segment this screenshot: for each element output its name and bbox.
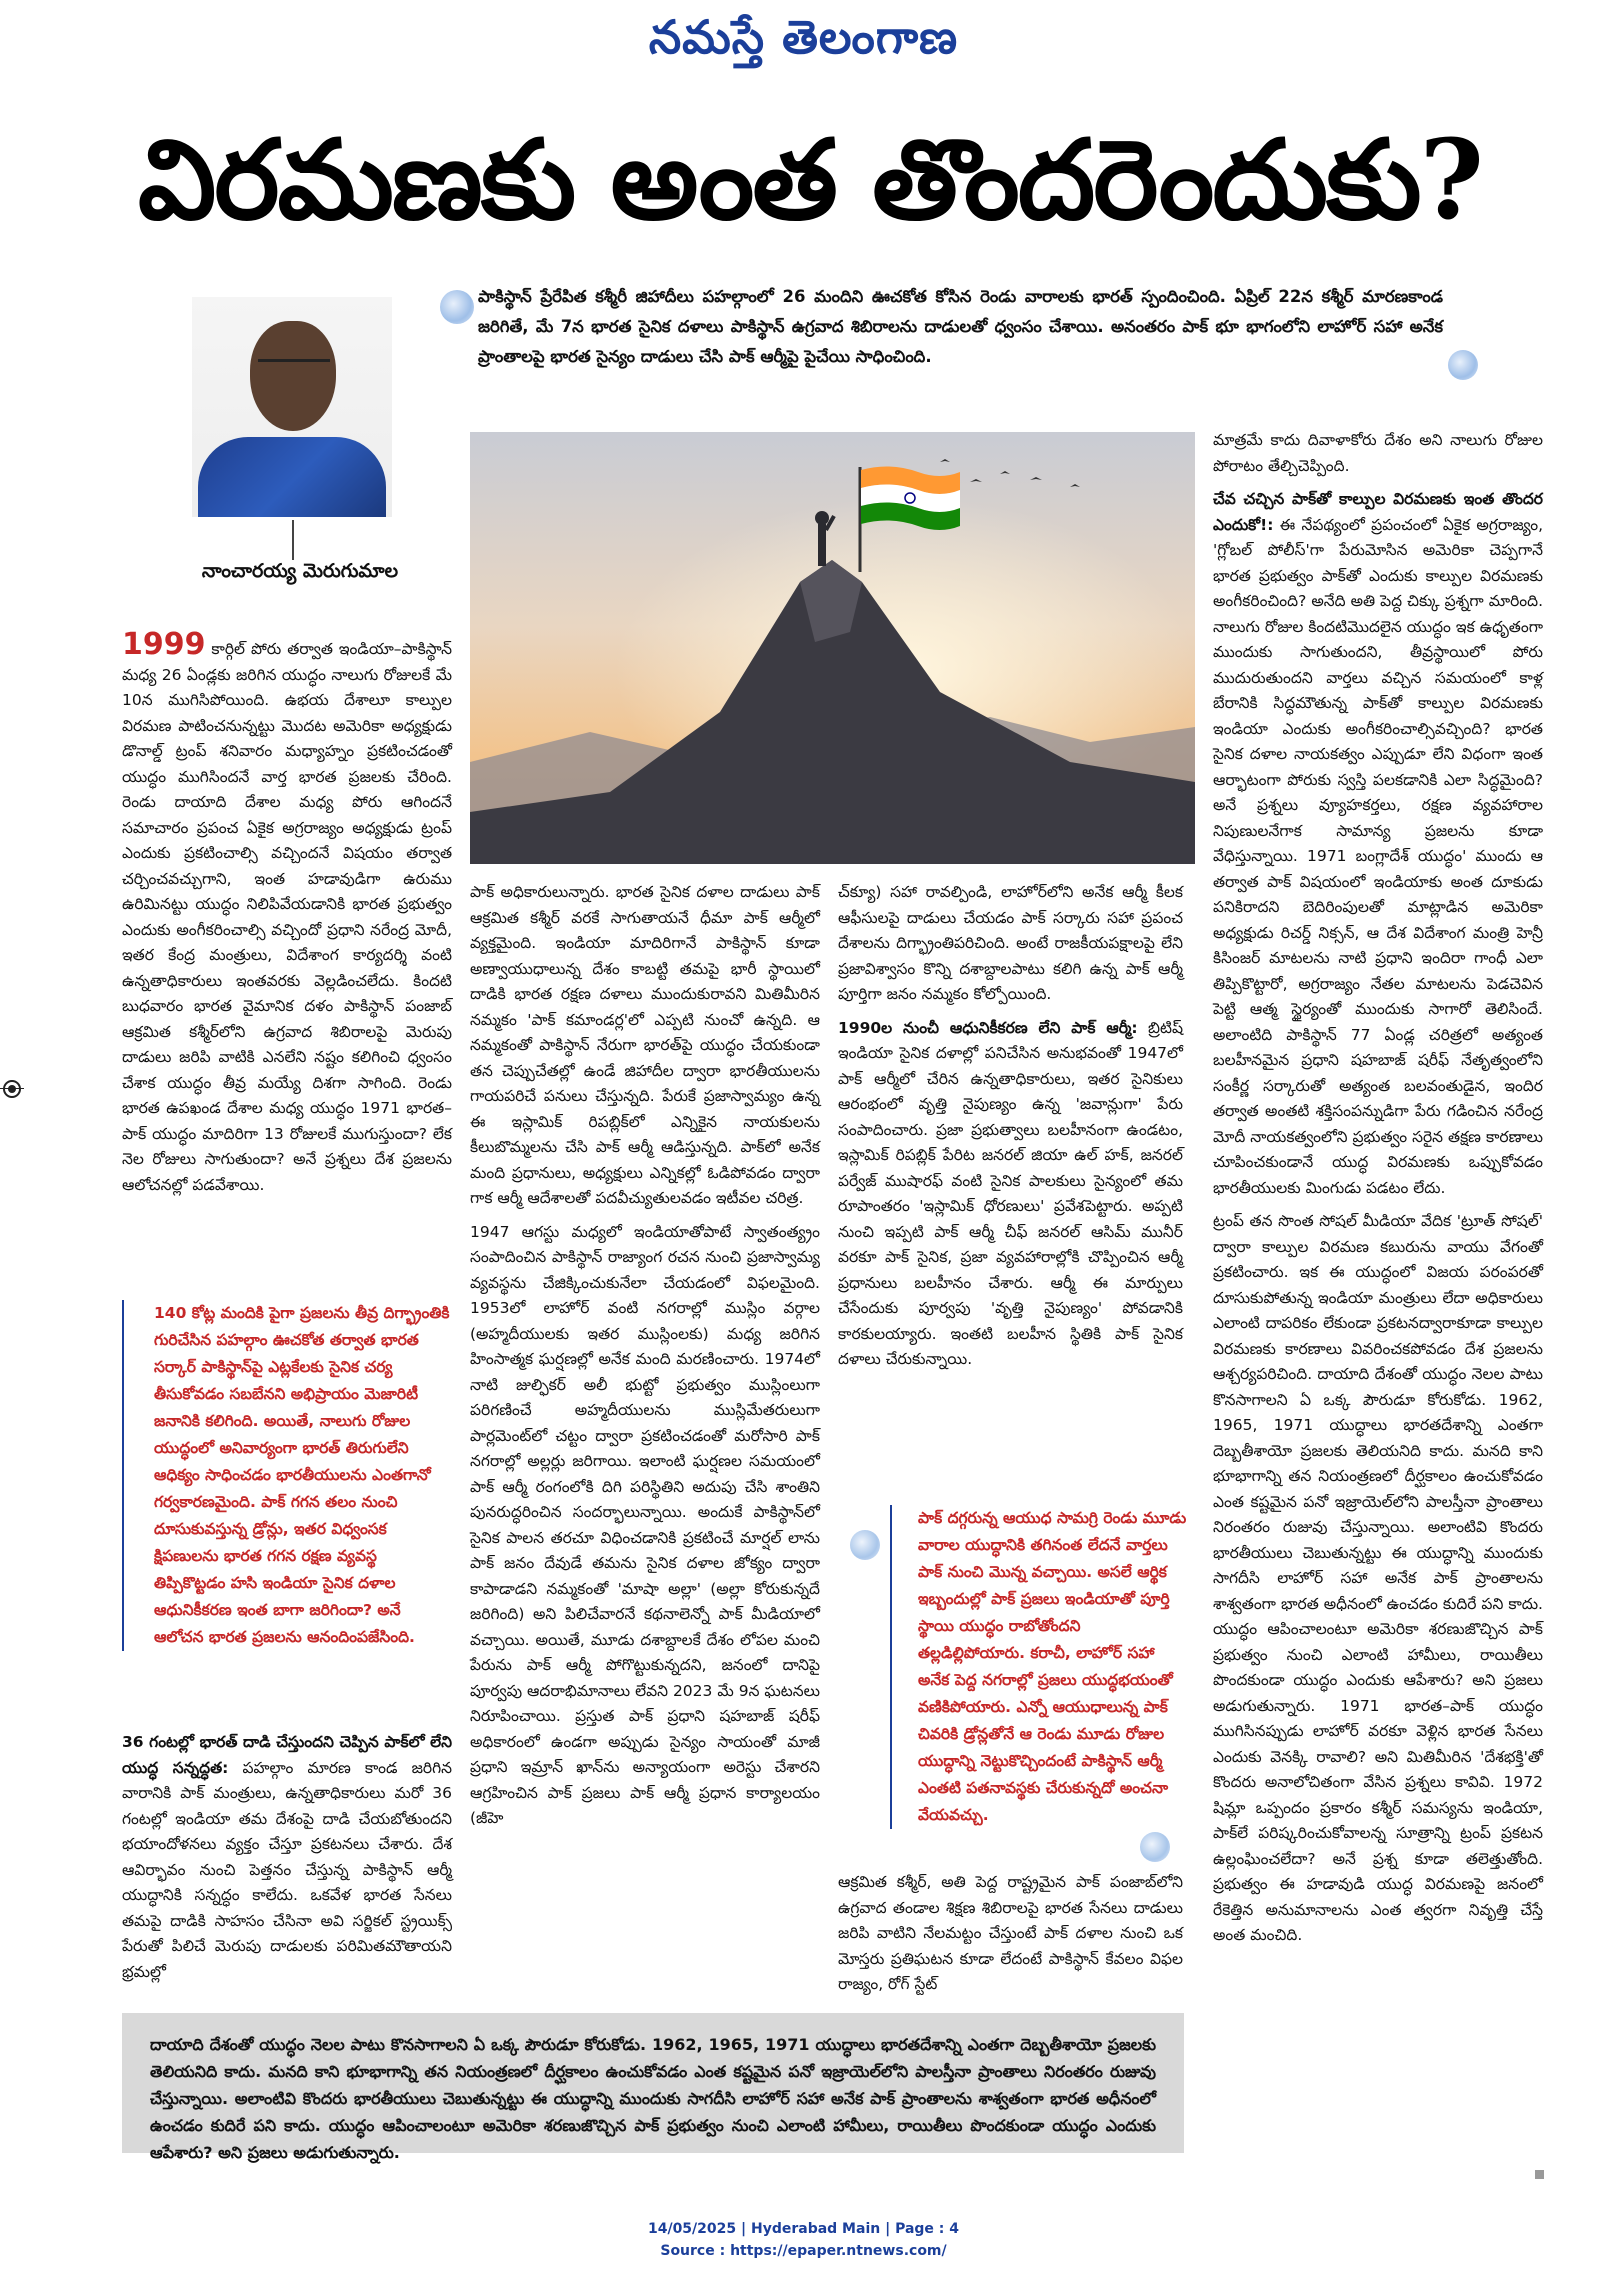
soldier-flag-illustration [470, 432, 1195, 864]
paragraph-text: కార్గిల్ పోరు తర్వాత ఇండియా–పాకిస్థాన్ మధ్య 26 ఏండ్లకు జరిగిన యుద్ధం నాలుగు రోజులకే మే 10న ముగిసిపోయింది. ఉభయ దేశాలూ కాల్పుల విరమణ పాటించనున్నట్టు మొదట అమెరికా అధ్యక్షుడు డొనాల్డ్ ట్రంప్ శనివారం మధ్యాహ్నం ప్రకటించడంతో యుద్ధం ముగిసిందనే వార్త భారత ప్రజలకు చేరింది. రెండు దాయాది దేశాల మధ్య పోరు ఆగిందనే సమాచారం ప్రపంచ ఏకైక అగ్రరాజ్యం అధ్యక్షుడు ట్రంప్ ఎందుకు ప్రకటించాల్సి వచ్చిందనే విషయం తర్వాత చర్చించవచ్చుగాని, ఇంత హడావుడిగా ఉరుము ఉరిమినట్టు యుద్ధం నిలిపివేయడానికి భారత ప్రభుత్వం ఎందుకు అంగీకరించాల్సి వచ్చిందో ప్రధాని నరేంద్ర మోదీ, ఇతర కేంద్ర మంత్రులు, విదేశాంగ కార్యదర్శి వంటి ఉన్నతాధికారులు ఇంతవరకు వెల్లడించలేదు. కిందటి బుధవారం భారత వైమానిక దళం పాకిస్థాన్ పంజాబ్ ఆక్రమిత కశ్మీర్‌లోని ఉగ్రవాద శిబిరాలపై మెరుపు దాడులు జరిపి వాటికి ఎనలేని నష్టం కలిగించి ధ్వంసం చేశాక యుద్ధం తీవ్ర మయ్యే దిశగా సాగింది. రెండు భారత ఉపఖండ దేశాల మధ్య యుద్ధం 1971 భారత–పాక్ యుద్ధం మాదిరిగా 13 రోజులకే ముగుస్తుందా? లేక నెల రోజులు సాగుతుందా? అనే ప్రశ్నలు దేశ ప్రజలను ఆలోచనల్లో పడవేశాయి. [122, 640, 452, 1194]
paragraph: ట్రంప్ తన సొంత సోషల్ మీడియా వేదిక 'ట్రూత్ సోషల్' ద్వారా కాల్పుల విరమణ కబురును వాయు వేగంతో ప్రకటించారు. ఇక ఈ యుద్ధంలో విజయ పరంపరతో దూసుకుపోతున్న ఇండియా మంత్రులు లేదా అధికారులు ఎలాంటి దాపరికం లేకుండా ప్రకటనద్వారాకూడా కాల్పుల విరమణకు కారణాలు వివరించకపోవడం దేశ ప్రజలను ఆశ్చర్యపరిచింది. దాయాది దేశంతో యుద్ధం నెలల పాటు కొనసాగాలని ఏ ఒక్క పౌరుడూ కోరుకోడు. 1962, 1965, 1971 యుద్ధాలు భారతదేశాన్ని ఎంతగా దెబ్బతీశాయో ప్రజలకు తెలియనిది కాదు. మనది కాని భూభాగాన్ని తన నియంత్రణలో దీర్ఘకాలం ఉంచుకోవడం ఎంత కష్టమైన పనో ఇజ్రాయెల్‌లోని పాలస్తీనా ప్రాంతాలు నిరంతరం రుజువు చేస్తున్నాయి. అలాంటివి కొందరు భారతీయులు చెబుతున్నట్టు ఈ యుద్ధాన్ని ముందుకు సాగదీసి లాహోర్ సహా అనేక పాక్ ప్రాంతాలను శాశ్వతంగా భారత అధీనంలో ఉంచడం కుదిరే పని కాదు. యుద్ధం ఆపించాలంటూ అమెరికా శరణుజొచ్చిన పాక్ ప్రభుత్వం నుంచి ఎలాంటి హామీలు, రాయితీలు పొందకుండా యుద్ధం ఎందుకు ఆపేశారు? అని ప్రజలు అడుగుతున్నారు. 1971 భారత–పాక్ యుద్ధం ముగిసినప్పుడు లాహోర్ వరకూ వెళ్లిన భారత సేనలు ఎందుకు వెనక్కి రావాలి? అని మితిమీరిన 'దేశభక్తి'తో కొందరు అనాలోచితంగా వేసిన ప్రశ్నలు కావివి. 1972 షిమ్లా ఒప్పందం ప్రకారం కశ్మీర్ సమస్యను ఇండియా, పాక్‌లే పరిష్కరించుకోవాలన్న సూత్రాన్ని ట్రంప్ ప్రకటన ఉల్లంఘించలేదా? అనే ప్రశ్న కూడా తలెత్తుతోంది. ప్రభుత్వం ఈ హడావుడి యుద్ధ విరమణపై జనంలో రేకెత్తిన అనుమానాలను ఎంత త్వరగా నివృత్తి చేస్తే అంత మంచిది. [1213, 1212, 1543, 1944]
paragraph: మాత్రమే కాదు దివాళాకోరు దేశం అని నాలుగు రోజుల పోరాటం తేల్చిచెప్పింది. [1213, 431, 1543, 475]
author-glasses [258, 359, 330, 376]
indian-flag [861, 466, 960, 530]
bubble-icon [440, 290, 474, 324]
column-3 [838, 880, 1183, 1381]
column-3-continued [838, 1870, 1183, 2006]
pull-quote-2: పాక్ దగ్గరున్న ఆయుధ సామగ్రి రెండు మూడు వారాల యుద్ధానికి తగినంత లేదనే వార్తలు పాక్ నుంచి మొన్న వచ్చాయి. అసలే ఆర్థిక ఇబ్బందుల్లో పాక్ ప్రజలు ఇండియాతో పూర్తి స్థాయి యుద్ధం రాబోతోందని తల్లడిల్లిపోయారు. కరాచీ, లాహోర్ సహా అనేక పెద్ద నగరాల్లో ప్రజలు యుద్ధభయంతో వణికిపోయారు. ఎన్నో ఆయుధాలున్న పాక్ చివరికి డ్రోన్లతోనే ఆ రెండు మూడు రోజుల యుద్ధాన్ని నెట్టుకొచ్చిందంటే పాకిస్థాన్ ఆర్మీ ఎంతటి పతనావస్థకు చేరుకున్నదో అంచనా వేయవచ్చు. [890, 1505, 1190, 1829]
masthead [0, 10, 1607, 76]
column-4 [1213, 428, 1543, 1957]
highlight-box: దాయాది దేశంతో యుద్ధం నెలల పాటు కొనసాగాలని ఏ ఒక్క పౌరుడూ కోరుకోడు. 1962, 1965, 1971 యుద్ధాలు భారతదేశాన్ని ఎంతగా దెబ్బతీశాయో ప్రజలకు తెలియనిది కాదు. మనది కాని భూభాగాన్ని తన నియంత్రణలో దీర్ఘకాలం ఉంచుకోవడం ఎంత కష్టమైన పనో ఇజ్రాయెల్‌లోని పాలస్తీనా ప్రాంతాలు నిరంతరం రుజువు చేస్తున్నాయి. అలాంటివి కొందరు భారతీయులు చెబుతున్నట్టు ఈ యుద్ధాన్ని ముందుకు సాగదీసి లాహోర్ సహా అనేక పాక్ ప్రాంతాలను శాశ్వతంగా భారత అధీనంలో ఉంచడం కుదిరే పని కాదు. యుద్ధం ఆపించాలంటూ అమెరికా శరణుజొచ్చిన పాక్ ప్రభుత్వం నుంచి ఎలాంటి హామీలు, రాయితీలు పొందకుండా యుద్ధం ఎందుకు ఆపేశారు? అని ప్రజలు అడుగుతున్నారు. [122, 2013, 1184, 2153]
end-mark-icon [1535, 2170, 1544, 2179]
subhead: 36 గంటల్లో భారత్ దాడి చేస్తుందని చెప్పిన పాక్‌లో లేని యుద్ధ సన్నద్ధత: [122, 1733, 452, 1777]
column-1 [122, 627, 452, 1206]
paragraph-text: బ్రిటిష్ ఇండియా సైనిక దళాల్లో పనిచేసిన అనుభవంతో 1947లో పాక్ ఆర్మీలో చేరిన ఉన్నతాధికారులు, ఇతర సైనికులు ఆరంభంలో వృత్తి నైపుణ్యం ఉన్న 'జవాన్లుగా' పేరు సంపాదించారు. ప్రజా ప్రభుత్వాలు బలహీనంగా ఉండటం, ఇస్లామిక్ రిపబ్లిక్ పేరిట జనరల్ జియా ఉల్ హక్, జనరల్ పర్వేజ్ ముషారఫ్ వంటి సైనిక పాలకులు సైన్యంలో తమ రూపాంతరం 'ఇస్లామిక్ ధోరణులు' ప్రవేశపెట్టారు. అప్పటి నుంచి ఇప్పటి పాక్ ఆర్మీ చీఫ్ జనరల్ ఆసిమ్ మునీర్ వరకూ పాక్ సైనిక, ప్రజా వ్యవహారాల్లోకి చొప్పించిన ఆర్మీ ప్రధానులు బలహీనం చేశారు. ఆర్మీ ఈ మార్పులు చేసేందుకు పూర్వపు 'వృత్తి నైపుణ్యం' పోవడానికి కారకులయ్యారు. ఇంతటి బలహీన స్థితికి పాక్ సైనిక దళాలు చేరుకున్నాయి. [838, 1018, 1183, 1368]
bubble-icon [850, 1530, 880, 1560]
author-portrait [192, 297, 392, 517]
byline: నాంచారయ్య మెరుగుమాల [201, 560, 399, 582]
paragraph [122, 1730, 452, 1985]
paragraph: 1947 ఆగస్టు మధ్యలో ఇండియాతోపాటే స్వాతంత్య్రం సంపాదించిన పాకిస్థాన్ రాజ్యాంగ రచన నుంచి ప్రజాస్వామ్య వ్యవస్థను చేజిక్కించుకునేలా చేయడంలో విఫలమైంది. 1953లో లాహోర్ వంటి నగరాల్లో ముస్లిం వర్గాల (అహ్మదీయులకు ఇతర ముస్లింలకు) మధ్య జరిగిన హింసాత్మక ఘర్షణల్లో అనేక మంది మరణించారు. 1974లో నాటి జుల్ఫికర్ అలీ భుట్టో ప్రభుత్వం ముస్లింలుగా పరిగణించే అహ్మదీయులను ముస్లిమేతరులుగా పార్లమెంట్‌లో చట్టం ద్వారా ప్రకటించడంతో మరోసారి పాక్ నగరాల్లో అల్లర్లు జరిగాయి. ఇలాంటి ఘర్షణల సమయంలో పాక్ ఆర్మీ రంగంలోకి దిగి పరిస్థితిని అదుపు చేసి శాంతిని పునరుద్ధరించిన సందర్భాలున్నాయి. అందుకే పాకిస్థాన్‌లో సైనిక పాలన తరచూ విధించడానికి ప్రకటించే మార్షల్ లాను పాక్ జనం దేవుడే తమను సైనిక దళాల జోక్యం ద్వారా కాపాడాడని నమ్మకంతో 'మాషా అల్లా' (అల్లా కోరుకున్నదే జరిగింది) అని పిలిచేవారనే కథనాలెన్నో పాక్ మీడియాలో వచ్చాయి. అయితే, మూడు దశాబ్దాలకే దేశం లోపల మంచి పేరును పాక్ ఆర్మీ పోగొట్టుకున్నదని, జనంలో దానిపై పూర్వపు ఆదరాభిమానాలు లేవని 2023 మే 9న ఘటనలు నిరూపించాయి. ప్రస్తుత పాక్ ప్రధాని షహబాజ్ షరీఫ్ అధికారంలో ఉండగా అప్పుడు సైన్యం సాయంతో మాజీ ప్రధాని ఇమ్రాన్ ఖాన్‌ను అన్యాయంగా అరెస్టు చేశారని ఆగ్రహించిన పాక్ ప్రజలు పాక్ ఆర్మీ ప్రధాన కార్యాలయం (జీహె [470, 1222, 820, 1827]
column-2 [470, 880, 820, 1840]
registration-mark-icon [3, 1080, 21, 1098]
soldier-head [815, 511, 829, 525]
headline: విరమణకు అంత తొందరెందుకు? [138, 115, 1482, 244]
subhead: చేవ చచ్చిన పాక్‌తో కాల్పుల విరమణకు ఇంత తొందర ఎందుకో!: [1213, 490, 1543, 534]
paragraph [122, 627, 452, 1198]
intro-standfirst: పాకిస్థాన్ ప్రేరేపిత కశ్మీరీ జిహాదీలు పహల్గాంలో 26 మందిని ఊచకోత కోసిన రెండు వారాలకు భారత్ స్పందించింది. ఏప్రిల్ 22న కశ్మీర్ మారణకాండ జరిగితే, మే 7న భారత సైనిక దళాలు పాకిస్థాన్ ఉగ్రవాద శిబిరాలను దాడులతో ధ్వంసం చేశాయి. అనంతరం పాక్ భూ భాగంలోని లాహోర్ సహా అనేక ప్రాంతాలపై భారత సైన్యం దాడులు చేసి పాక్ ఆర్మీపై పైచేయి సాధించింది. [478, 287, 1443, 366]
source-link[interactable]: Source : https://epaper.ntnews.com/ [660, 2243, 947, 2259]
dropcap-year: 1999 [122, 627, 206, 662]
soldier-flag-photo [470, 432, 1195, 864]
author-shirt [198, 437, 386, 517]
edition-info: 14/05/2025 | Hyderabad Main | Page : 4 [647, 2221, 960, 2237]
author-head [250, 321, 336, 431]
bubble-icon [1140, 1832, 1170, 1862]
paragraph: ఆక్రమిత కశ్మీర్, అతి పెద్ద రాష్ట్రమైన పాక్ పంజాబ్‌లోని ఉగ్రవాద తండాల శిక్షణ శిబిరాలపై భారత సేనలు దాడులు జరిపి వాటిని నేలమట్టం చేస్తుంటే పాక్ దళాల నుంచి ఒక మోస్తరు ప్రతిఘటన కూడా లేదంటే పాకిస్థాన్ కేవలం విఫల రాజ్యం, రోగ్ స్టేట్ [838, 1873, 1183, 1993]
subhead: 1990ల నుంచీ ఆధునికీకరణ లేని పాక్ ఆర్మీ: [838, 1018, 1138, 1037]
masthead-logo: నమస్తే తెలంగాణ [648, 10, 959, 64]
pull-quote-1: 140 కోట్ల మందికి పైగా ప్రజలను తీవ్ర దిగ్భ్రాంతికి గురిచేసిన పహల్గాం ఊచకోత తర్వాత భారత సర్కార్ పాకిస్థాన్‌పై ఎట్లకేలకు సైనిక చర్య తీసుకోవడం సబబేనని అభిప్రాయం మెజారిటీ జనానికి కలిగింది. అయితే, నాలుగు రోజుల యుద్ధంలో అనివార్యంగా భారత్ తిరుగులేని ఆధిక్యం సాధించడం భారతీయులను ఎంతగానో గర్వకారణమైంది. పాక్ గగన తలం నుంచి దూసుకువస్తున్న డ్రోన్లు, ఇతర విధ్వంసక క్షిపణులను భారత గగన రక్షణ వ్యవస్థ తిప్పికొట్టడం హసి ఇండియా సైనిక దళాల ఆధునికీకరణ ఇంత బాగా జరిగిందా? అనే ఆలోచన భారత ప్రజలను ఆనందింపజేసింది. [122, 1300, 452, 1651]
paragraph-text: ఈ నేపథ్యంలో ప్రపంచంలో ఏకైక అగ్రరాజ్యం, 'గ్లోబల్ పోలీస్'గా పేరుమోసిన అమెరికా చెప్పగానే భారత ప్రభుత్వం పాక్‌తో ఎందుకు కాల్పుల విరమణకు అంగీకరించింది? అనేది అతి పెద్ద చిక్కు ప్రశ్నగా మారింది. నాలుగు రోజుల కిందటిమొదలైన యుద్ధం ఇక ఉధృతంగా ముందుకు సాగుతుందని, తీవ్రస్థాయిలో పోరు ముదురుతుందని వార్తలు వచ్చిన సమయంలో కాళ్ల బేరానికి సిద్ధమౌతున్న పాక్‌తో కాల్పుల విరమణకు ఇండియా ఎందుకు అంగీకరించాల్సివచ్చింది? భారత సైనిక దళాల నాయకత్వం ఎప్పుడూ లేని విధంగా ఇంత ఆర్భాటంగా పోరుకు స్వస్తి పలకడానికి ఎలా సిద్ధమైంది? అనే ప్రశ్నలు వ్యూహకర్తలు, రక్షణ వ్యవహారాల నిపుణులనేగాక సామాన్య ప్రజలను కూడా వేధిస్తున్నాయి. 1971 బంగ్లాదేశ్ యుద్ధం' ముందు ఆ తర్వాత పాక్ విషయంలో ఇండియాకు అంత దూకుడు పనికిరాదని బెదిరింపులతో మాట్లాడిన అమెరికా అధ్యక్షుడు రిచర్డ్ నిక్సన్, ఆ దేశ విదేశాంగ మంత్రి హెన్రీ కిసింజర్ మాటలను నాటి ప్రధాని ఇందిరా గాంధీ ఎలా తిప్పికొట్టారో, అగ్రరాజ్యం నేతల మాటలను పెడచెవిన పెట్టి ఆత్మ స్థైర్యంతో ముందుకు సాగారో తెలిసిందే. అలాంటిది పాకిస్థాన్ 77 ఏండ్ల చరిత్రలో అత్యంత బలహీనమైన ప్రధాని షహబాజ్ షరీఫ్ నేతృత్వంలోని సంకీర్ణ సర్కారుతో అత్యంత బలవంతుడైన, ఇందిర తర్వాత అంతటి శక్తిసంపన్నుడిగా పేరు గడించిన నరేంద్ర మోదీ నాయకత్వంలోని ప్రభుత్వం సరైన తక్షణ కారణాలు చూపించకుండానే యుద్ధ విరమణకు ఒప్పుకోవడం భారతీయులకు మింగుడు పడటం లేదు. [1213, 515, 1543, 1197]
soldier-figure [818, 524, 826, 566]
bubble-icon [1448, 350, 1478, 380]
byline-rule [292, 520, 294, 560]
column-1-continued [122, 1730, 452, 1993]
paragraph-text: పహల్గాం మారణ కాండ జరిగిన వారానికి పాక్ మంత్రులు, ఉన్నతాధికారులు మరో 36 గంటల్లో ఇండియా తమ దేశంపై దాడి చేయబోతుందని భయాందోళనలు వ్యక్తం చేస్తూ ప్రకటనలు చేశారు. దేశ ఆవిర్భావం నుంచి పెత్తనం చేస్తున్న పాకిస్థాన్ ఆర్మీ యుద్ధానికి సన్నద్ధం కాలేదు. ఒకవేళ భారత సేనలు తమపై దాడికి సాహసం చేసినా అవి సర్జికల్ స్ట్రయిక్స్ పేరుతో పిలిచే మెరుపు దాడులకు పరిమితమౌతాయని భ్రమల్లో [122, 1758, 453, 1981]
paragraph [1213, 487, 1543, 1201]
paragraph [838, 1016, 1183, 1373]
page-footer [0, 2218, 1607, 2262]
paragraph: పాక్ అధికారులున్నారు. భారత సైనిక దళాల దాడులు పాక్ ఆక్రమిత కశ్మీర్ వరకే సాగుతాయనే ధీమా పాక్ ఆర్మీలో వ్యక్తమైంది. ఇండియా మాదిరిగానే పాకిస్థాన్ కూడా అణ్వాయుధాలున్న దేశం కాబట్టి తమపై భారీ స్థాయిలో దాడికి భారత రక్షణ దళాలు ముందుకురావని మితిమీరిన నమ్మకం 'పాక్ కమాండర్ల'లో ఎప్పటి నుంచో ఉన్నది. ఆ నమ్మకంతో పాకిస్థాన్ నేరుగా భారత్‌పై యుద్ధం చేయకుండా తన చెప్పుచేతల్లో ఉండే జిహాదీల ద్వారా భారతీయులను గాయపరిచే పనులు చేస్తున్నది. పేరుకే ప్రజాస్వామ్యం ఉన్న ఈ ఇస్లామిక్ రిపబ్లిక్‌లో ఎన్నికైన నాయకులను కీలుబొమ్మలను చేసి పాక్ ఆర్మీ ఆడిస్తున్నది. పాక్‌లో అనేక మంది ప్రధానులు, అధ్యక్షులు ఎన్నికల్లో ఓడిపోవడం ద్వారా గాక ఆర్మీ ఆదేశాలతో పదవీచ్యుతులవడం ఇటీవల చరిత్ర. [470, 883, 820, 1207]
paragraph: చ్‌క్యూ) సహా రావల్పిండి, లాహోర్‌లోని అనేక ఆర్మీ కీలక ఆఫీసులపై దాడులు చేయడం పాక్ సర్కారు సహా ప్రపంచ దేశాలను దిగ్భ్రాంతిపరిచింది. అంటే రాజకీయపక్షాలపై లేని ప్రజావిశ్వాసం కొన్ని దశాబ్దాలపాటు కలిగి ఉన్న పాక్ ఆర్మీ పూర్తిగా జనం నమ్మకం కోల్పోయింది. [838, 883, 1183, 1003]
